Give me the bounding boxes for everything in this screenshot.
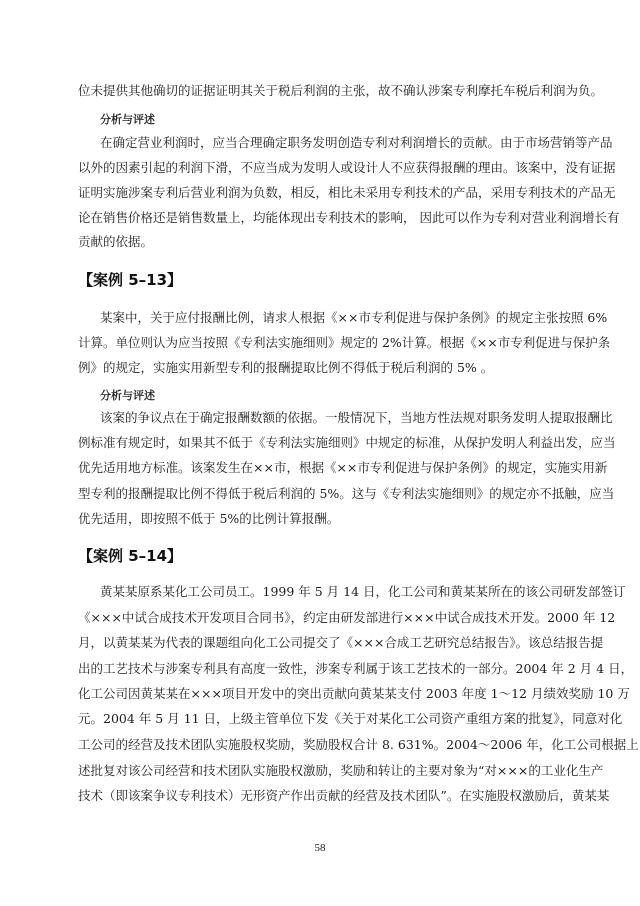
paragraph-line: 优先适用，即按照不低于 5%的比例计算报酬。 bbox=[78, 511, 340, 526]
case-title: 【案例 5–13】 bbox=[78, 271, 183, 289]
paragraph-line: 优先适用地方标准。该案发生在××市，根据《××市专利促进与保护条例》的规定，实施实用新 bbox=[78, 460, 608, 475]
paragraph-line: 例》的规定，实施实用新型专利的报酬提取比例不得低于税后利润的 5% 。 bbox=[78, 360, 494, 375]
paragraph-line: 月，以黄某某为代表的课题组向化工公司提交了《×××合成工艺研究总结报告》。该总结报告提 bbox=[78, 635, 604, 650]
paragraph-line: 某案中，关于应付报酬比例，请求人根据《××市专利促进与保护条例》的规定主张按照 6% bbox=[100, 310, 608, 325]
section-heading: 分析与评述 bbox=[100, 113, 155, 126]
paragraph-line: 黄某某原系某化工公司员工。1999 年 5 月 14 日，化工公司和黄某某所在的该公司研发部签订 bbox=[100, 584, 626, 599]
paragraph-line: 述批复对该公司经营和技术团队实施股权激励，奖励和转让的主要对象为“对×××的工业化生产 bbox=[78, 763, 604, 778]
paragraph-line: 例标准有规定时，如果其不低于《专利法实施细则》中规定的标准，从保护发明人利益出发，应当 bbox=[78, 435, 616, 450]
paragraph-line: 型专利的报酬提取比例不得低于税后利润的 5%。这与《专利法实施细则》的规定亦不抵触，应当 bbox=[78, 486, 615, 501]
page-number: 58 bbox=[314, 842, 326, 854]
paragraph-line: 位未提供其他确切的证据证明其关于税后利润的主张，故不确认涉案专利摩托车税后利润为负。 bbox=[78, 83, 604, 98]
paragraph-line: 贡献的依据。 bbox=[78, 234, 154, 249]
paragraph-line: 出的工艺技术与涉案专利具有高度一致性，涉案专利属于该工艺技术的一部分。2004 年 2 月 4 日， bbox=[78, 661, 634, 676]
paragraph-line: 计算。单位则认为应当按照《专利法实施细则》规定的 2%计算。根据《××市专利促进与保护条 bbox=[78, 335, 611, 350]
paragraph-line: 《×××中试合成技术开发项目合同书》，约定由研发部进行×××中试合成技术开发。2000 年 12 bbox=[78, 610, 616, 625]
paragraph-line: 该案的争议点在于确定报酬数额的依据。一般情况下，当地方性法规对职务发明人提取报酬比 bbox=[100, 410, 613, 425]
paragraph-line: 工公司的经营及技术团队实施股权奖励，奖励股权合计 8. 631%。2004～2006 年，化工公司根据上 bbox=[78, 737, 639, 752]
paragraph-line: 元。2004 年 5 月 11 日，上级主管单位下发《关于对某化工公司资产重组方案的批复》，同意对化 bbox=[78, 711, 623, 726]
paragraph-line: 化工公司因黄某某在×××项目开发中的突出贡献向黄某某支付 2003 年度 1～12 月绩效奖励 10 万 bbox=[78, 686, 630, 701]
section-heading: 分析与评述 bbox=[100, 389, 155, 402]
paragraph-line: 论在销售价格还是销售数量上，均能体现出专利技术的影响， 因此可以作为专利对营业利润增长有 bbox=[78, 210, 620, 225]
paragraph-line: 证明实施涉案专利后营业利润为负数，相反，相比未采用专利技术的产品，采用专利技术的产品无 bbox=[78, 185, 616, 200]
case-title: 【案例 5–14】 bbox=[78, 547, 183, 565]
paragraph-line: 在确定营业利润时，应当合理确定职务发明创造专利对利润增长的贡献。由于市场营销等产品 bbox=[100, 135, 613, 150]
paragraph-line: 以外的因素引起的利润下滑，不应当成为发明人或设计人不应获得报酬的理由。该案中，没有证据 bbox=[78, 160, 616, 175]
paragraph-line: 技术（即该案争议专利技术）无形资产作出贡献的经营及技术团队”。在实施股权激励后，黄某某 bbox=[78, 788, 610, 803]
